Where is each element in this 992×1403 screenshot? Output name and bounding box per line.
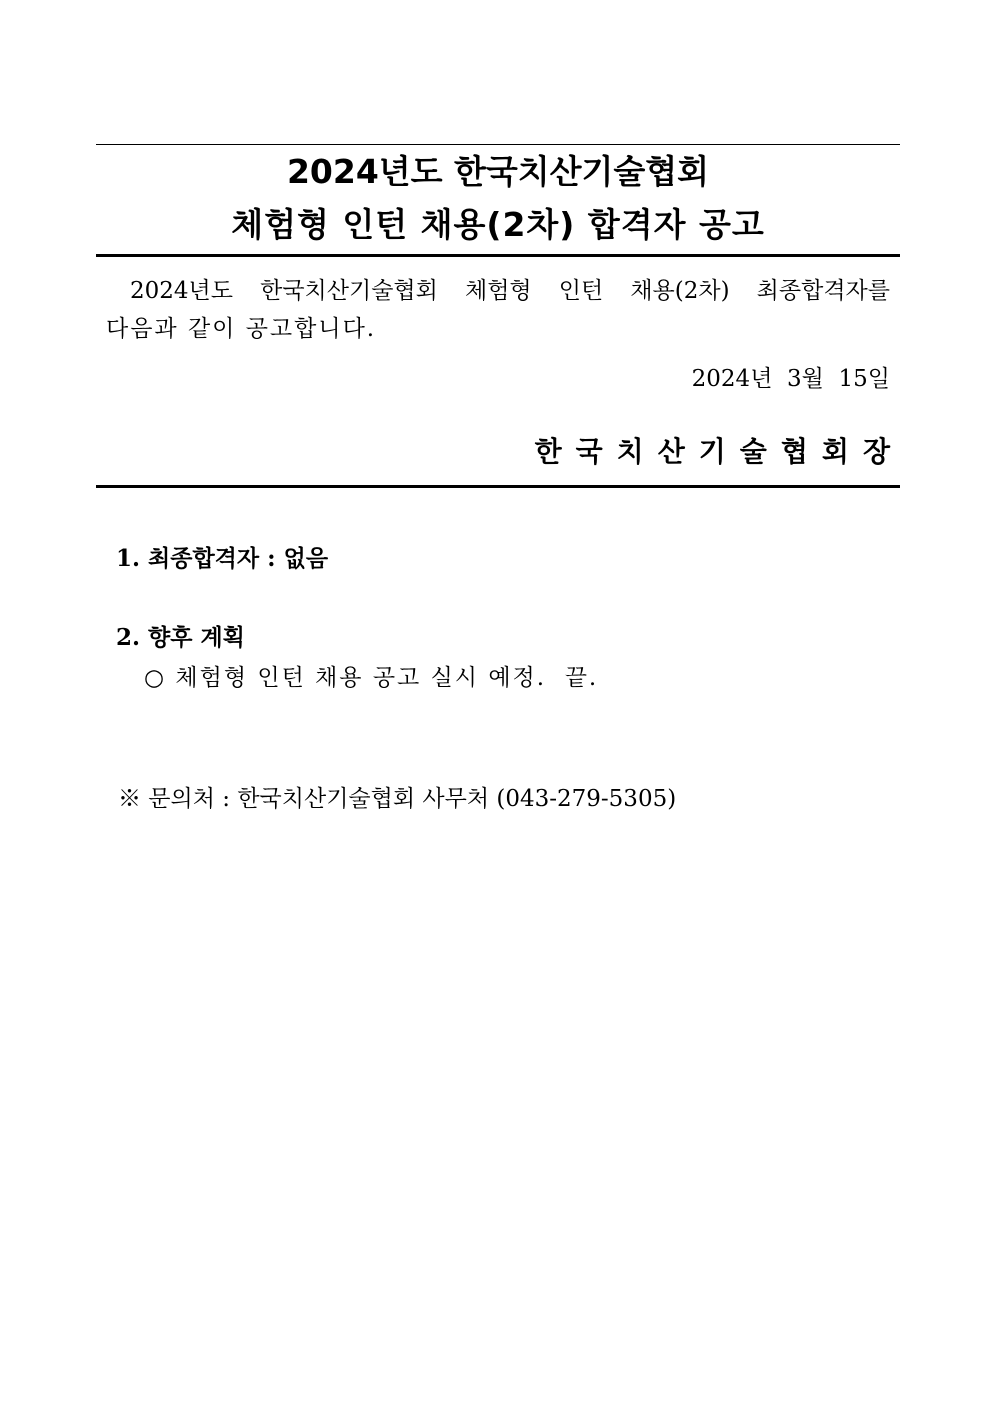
document-title-line-1: 2024년도 한국치산기술협회	[286, 152, 710, 191]
title-underline-rule	[96, 254, 900, 257]
item-final-successful-candidates: 1. 최종합격자 : 없음	[116, 545, 329, 572]
intro-paragraph-line-1: 2024년도 한국치산기술협회 체험형 인턴 채용(2차) 최종합격자를	[130, 278, 890, 304]
contact-info: ※ 문의처 : 한국치산기술협회 사무처 (043-279-5305)	[118, 786, 677, 812]
issuer-signature: 한국치산기술협회장	[534, 435, 904, 468]
top-rule	[96, 144, 900, 145]
future-plan-detail: ○ 체험형 인턴 채용 공고 실시 예정. 끝.	[144, 665, 599, 691]
item-future-plan: 2. 향후 계획	[116, 624, 245, 651]
announcement-date: 2024년 3월 15일	[691, 366, 890, 392]
document-title-line-2: 체험형 인턴 채용(2차) 합격자 공고	[231, 205, 765, 244]
intro-paragraph-line-2: 다음과 같이 공고합니다.	[106, 316, 377, 342]
signature-underline-rule	[96, 485, 900, 488]
